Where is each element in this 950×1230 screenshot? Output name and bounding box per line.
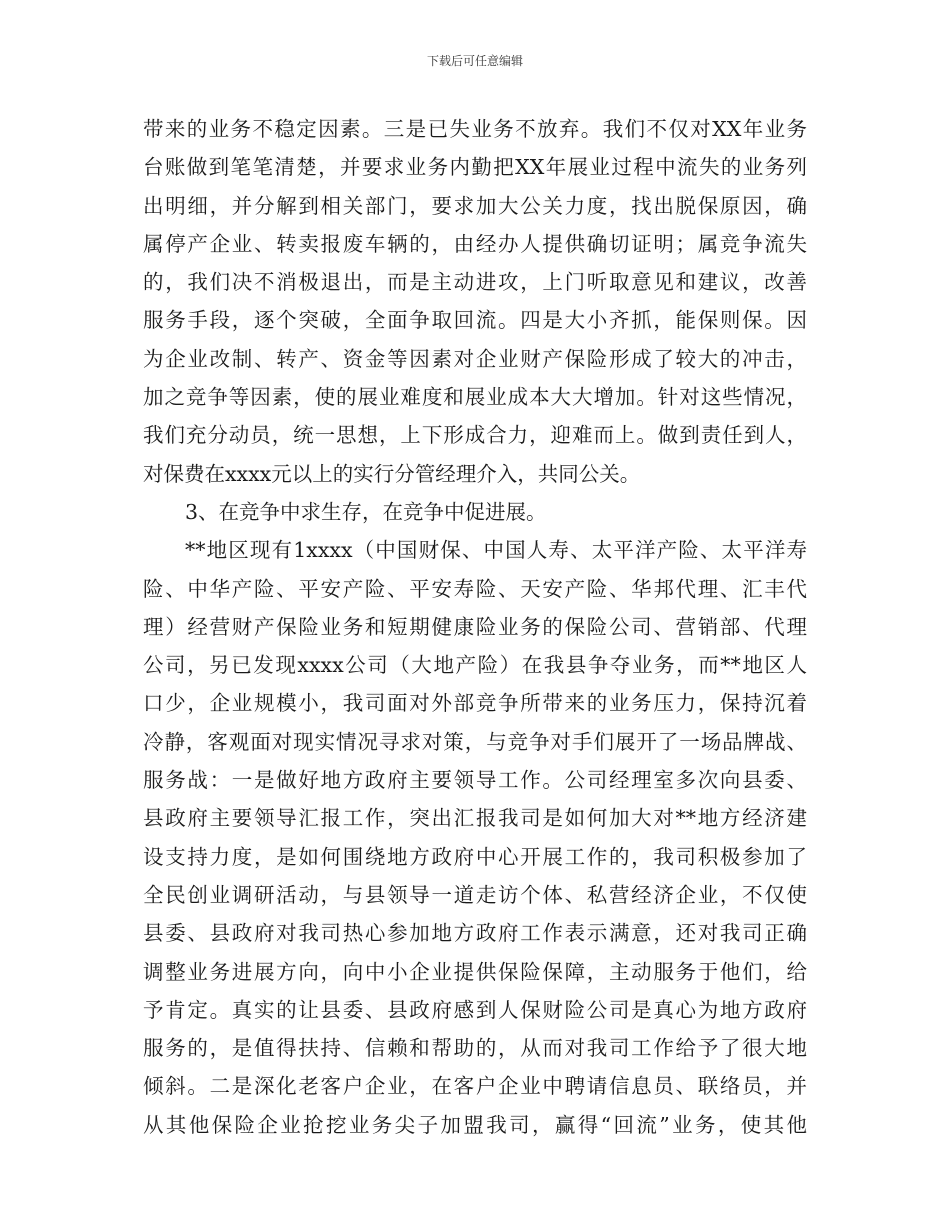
text-line: 出明细，并分解到相关部门，要求加大公关力度，找出脱保原因，确 — [143, 193, 807, 218]
text-line: 公司，另已发现xxxx公司（大地产险）在我县争夺业务，而**地区人 — [143, 653, 807, 678]
text-line: 予肯定。真实的让县委、县政府感到人保财险公司是真心为地方政府 — [143, 997, 807, 1022]
text-line: 调整业务进展方向，向中小企业提供保险保障，主动服务于他们，给 — [143, 959, 807, 984]
text-line: 设支持力度，是如何围绕地方政府中心开展工作的，我司积极参加了 — [143, 844, 807, 869]
text-line: 口少，企业规模小，我司面对外部竞争所带来的业务压力，保持沉着 — [143, 691, 807, 716]
text-line: 台账做到笔笔清楚，并要求业务内勤把XX年展业过程中流失的业务列 — [143, 155, 807, 180]
text-line: 县政府主要领导汇报工作，突出汇报我司是如何加大对**地方经济建 — [143, 806, 807, 831]
text-line: 冷静，客观面对现实情况寻求对策，与竞争对手们展开了一场品牌战、 — [143, 729, 807, 754]
text-line: 全民创业调研活动，与县领导一道走访个体、私营经济企业，不仅使 — [143, 882, 807, 907]
text-line: 服务的，是值得扶持、信赖和帮助的，从而对我司工作给予了很大地 — [143, 1036, 807, 1061]
text-line: 对保费在xxxx元以上的实行分管经理介入，共同公关。 — [143, 461, 641, 486]
section-heading: 3、在竞争中求生存，在竞争中促进展。 — [185, 499, 547, 524]
text-line: 为企业改制、转产、资金等因素对企业财产保险形成了较大的冲击， — [143, 346, 807, 371]
text-line: 加之竞争等因素，使的展业难度和展业成本大大增加。针对这些情况， — [143, 385, 807, 410]
text-line: 属停产企业、转卖报废车辆的，由经办人提供确切证明；属竞争流失 — [143, 231, 807, 256]
text-line: 服务战：一是做好地方政府主要领导工作。公司经理室多次向县委、 — [143, 768, 807, 793]
text-line: 服务手段，逐个突破，全面争取回流。四是大小齐抓，能保则保。因 — [143, 308, 807, 333]
text-line: 带来的业务不稳定因素。三是已失业务不放弃。我们不仅对XX年业务 — [143, 117, 807, 141]
document-body — [143, 110, 807, 1144]
text-line: 县委、县政府对我司热心参加地方政府工作表示满意，还对我司正确 — [143, 921, 807, 946]
text-line: 倾斜。二是深化老客户企业，在客户企业中聘请信息员、联络员，并 — [143, 1074, 807, 1099]
text-line: **地区现有1xxxx（中国财保、中国人寿、太平洋产险、太平洋寿 — [185, 538, 807, 563]
text-line: 的，我们决不消极退出，而是主动进攻，上门听取意见和建议，改善 — [143, 270, 807, 295]
text-line: 我们充分动员，统一思想，上下形成合力，迎难而上。做到责任到人， — [143, 423, 807, 448]
text-line: 理）经营财产保险业务和短期健康险业务的保险公司、营销部、代理 — [143, 614, 807, 639]
text-line: 险、中华产险、平安产险、平安寿险、天安产险、华邦代理、汇丰代 — [143, 576, 807, 601]
text-line: 从其他保险企业抢挖业务尖子加盟我司，赢得“回流”业务，使其他 — [143, 1112, 807, 1137]
page-header-note: 下载后可任意编辑 — [426, 54, 523, 68]
